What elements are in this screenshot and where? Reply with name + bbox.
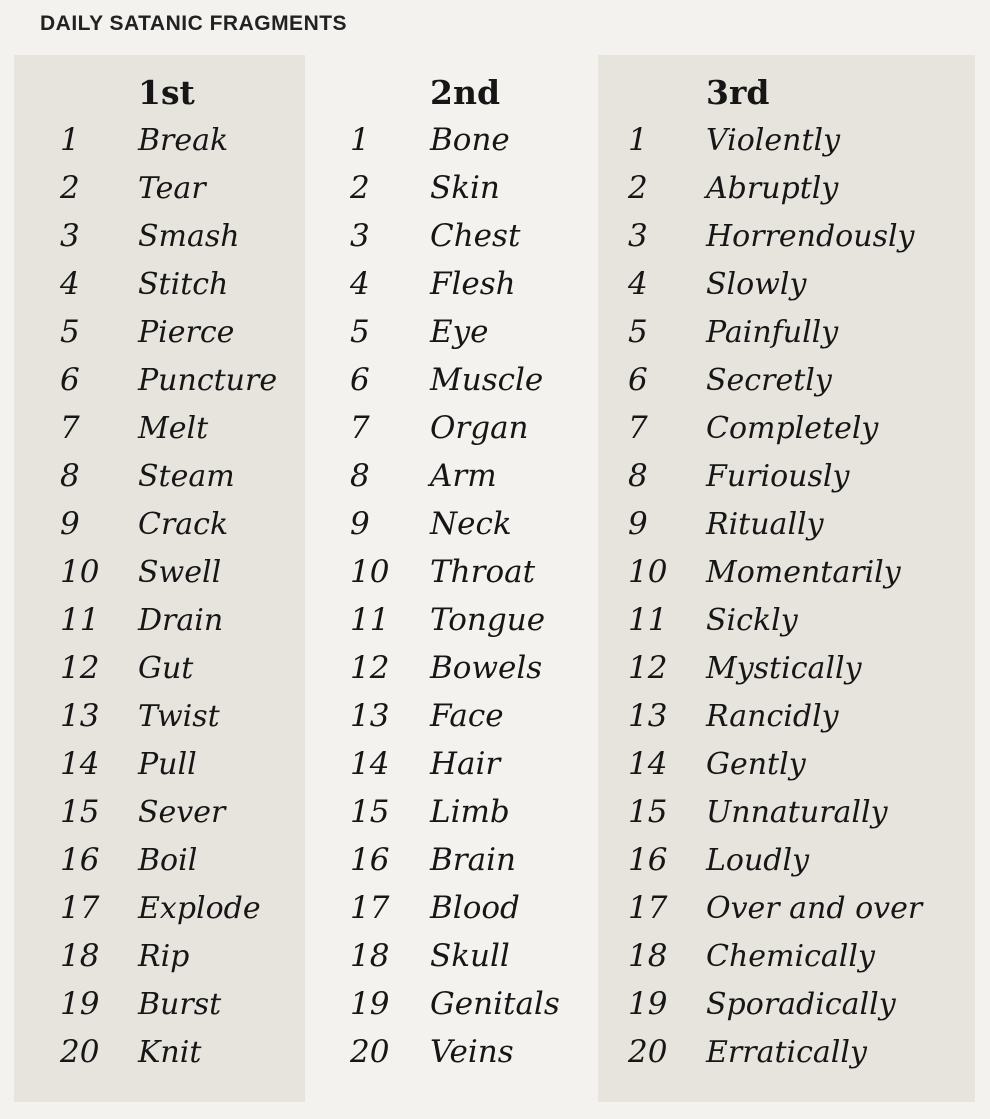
list-item <box>628 692 922 740</box>
list-item <box>628 980 922 1028</box>
list-item <box>350 452 560 500</box>
list-item <box>60 884 277 932</box>
item-number: 1 <box>350 122 370 158</box>
list-item <box>628 308 922 356</box>
item-number: 18 <box>628 938 668 974</box>
item-word: Genitals <box>430 986 560 1022</box>
item-word: Furiously <box>706 458 850 494</box>
list-item <box>628 116 922 164</box>
list-item <box>350 740 560 788</box>
item-number: 1 <box>628 122 648 158</box>
item-number: 12 <box>60 650 100 686</box>
item-number: 10 <box>60 554 100 590</box>
item-word: Completely <box>706 410 879 446</box>
item-number: 11 <box>60 602 100 638</box>
list-item <box>628 500 922 548</box>
list-item <box>60 164 277 212</box>
list-item <box>628 356 922 404</box>
list-item <box>628 404 922 452</box>
list-item <box>628 644 922 692</box>
item-number: 11 <box>350 602 390 638</box>
item-word: Crack <box>138 506 229 542</box>
column-1st <box>60 70 277 1076</box>
item-word: Painfully <box>706 314 839 350</box>
list-item <box>60 740 277 788</box>
list-item <box>350 1028 560 1076</box>
list-item <box>628 260 922 308</box>
item-number: 2 <box>60 170 80 206</box>
item-word: Smash <box>138 218 240 254</box>
item-word: Gut <box>138 650 194 686</box>
list-item <box>350 692 560 740</box>
item-number: 13 <box>60 698 100 734</box>
item-word: Bone <box>430 122 510 158</box>
item-number: 18 <box>60 938 100 974</box>
item-number: 16 <box>60 842 100 878</box>
item-number: 2 <box>628 170 648 206</box>
column-heading: 2nd <box>430 73 501 112</box>
list-item <box>60 692 277 740</box>
list-item <box>350 788 560 836</box>
list-item <box>350 356 560 404</box>
item-word: Stitch <box>138 266 229 302</box>
list-item <box>628 596 922 644</box>
item-number: 2 <box>350 170 370 206</box>
list-item <box>350 644 560 692</box>
column-rows <box>60 116 277 1076</box>
item-number: 6 <box>60 362 80 398</box>
item-word: Bowels <box>430 650 543 686</box>
item-number: 7 <box>60 410 80 446</box>
item-number: 15 <box>628 794 668 830</box>
column-rows <box>628 116 922 1076</box>
item-number: 17 <box>60 890 100 926</box>
item-word: Violently <box>706 122 841 158</box>
list-item <box>60 212 277 260</box>
item-word: Knit <box>138 1034 202 1070</box>
column-3rd <box>628 70 922 1076</box>
item-number: 15 <box>60 794 100 830</box>
item-word: Steam <box>138 458 235 494</box>
list-item <box>60 980 277 1028</box>
list-item <box>60 548 277 596</box>
item-number: 19 <box>60 986 100 1022</box>
list-item <box>350 500 560 548</box>
item-number: 9 <box>60 506 80 542</box>
item-word: Rancidly <box>706 698 839 734</box>
page-title: DAILY SATANIC FRAGMENTS <box>40 12 348 35</box>
item-word: Neck <box>430 506 512 542</box>
list-item <box>350 980 560 1028</box>
item-word: Eye <box>430 314 489 350</box>
list-item <box>60 644 277 692</box>
list-item <box>60 932 277 980</box>
item-number: 5 <box>60 314 80 350</box>
item-number: 9 <box>628 506 648 542</box>
item-word: Over and over <box>706 890 923 926</box>
item-number: 4 <box>350 266 370 302</box>
item-word: Chest <box>430 218 521 254</box>
item-number: 5 <box>628 314 648 350</box>
item-number: 6 <box>350 362 370 398</box>
item-number: 7 <box>628 410 648 446</box>
item-number: 10 <box>628 554 668 590</box>
item-word: Rip <box>138 938 190 974</box>
list-item <box>350 164 560 212</box>
item-word: Blood <box>430 890 520 926</box>
item-number: 3 <box>350 218 370 254</box>
item-number: 7 <box>350 410 370 446</box>
item-number: 14 <box>60 746 100 782</box>
item-word: Organ <box>430 410 529 446</box>
item-number: 14 <box>628 746 668 782</box>
list-item <box>350 260 560 308</box>
item-number: 12 <box>628 650 668 686</box>
list-item <box>628 212 922 260</box>
list-item <box>628 932 922 980</box>
list-item <box>60 308 277 356</box>
item-word: Pierce <box>138 314 235 350</box>
item-number: 14 <box>350 746 390 782</box>
list-item <box>60 452 277 500</box>
item-word: Boil <box>138 842 198 878</box>
item-number: 18 <box>350 938 390 974</box>
column-2nd <box>350 70 560 1076</box>
column-rows <box>350 116 560 1076</box>
item-number: 11 <box>628 602 668 638</box>
item-number: 9 <box>350 506 370 542</box>
column-heading: 3rd <box>706 73 770 112</box>
item-number: 3 <box>60 218 80 254</box>
list-item <box>628 548 922 596</box>
item-word: Veins <box>430 1034 514 1070</box>
list-item <box>628 740 922 788</box>
item-word: Abruptly <box>706 170 839 206</box>
item-word: Slowly <box>706 266 807 302</box>
item-word: Chemically <box>706 938 875 974</box>
item-number: 19 <box>350 986 390 1022</box>
list-item <box>628 884 922 932</box>
item-number: 20 <box>60 1034 100 1070</box>
item-word: Gently <box>706 746 806 782</box>
item-word: Sickly <box>706 602 798 638</box>
item-word: Horrendously <box>706 218 915 254</box>
item-number: 13 <box>350 698 390 734</box>
item-number: 3 <box>628 218 648 254</box>
item-word: Twist <box>138 698 220 734</box>
item-word: Burst <box>138 986 222 1022</box>
list-item <box>628 836 922 884</box>
list-item <box>350 932 560 980</box>
item-number: 20 <box>628 1034 668 1070</box>
item-number: 1 <box>60 122 80 158</box>
list-item <box>350 884 560 932</box>
list-item <box>628 1028 922 1076</box>
item-number: 15 <box>350 794 390 830</box>
item-word: Sporadically <box>706 986 896 1022</box>
item-word: Hair <box>430 746 501 782</box>
item-number: 8 <box>60 458 80 494</box>
item-word: Momentarily <box>706 554 901 590</box>
item-word: Puncture <box>138 362 278 398</box>
list-item <box>60 404 277 452</box>
item-word: Mystically <box>706 650 862 686</box>
item-number: 10 <box>350 554 390 590</box>
item-word: Face <box>430 698 504 734</box>
item-word: Explode <box>138 890 261 926</box>
item-word: Brain <box>430 842 516 878</box>
item-word: Flesh <box>430 266 516 302</box>
item-number: 13 <box>628 698 668 734</box>
item-word: Arm <box>430 458 497 494</box>
list-item <box>350 308 560 356</box>
item-word: Melt <box>138 410 209 446</box>
item-word: Drain <box>138 602 224 638</box>
list-item <box>350 596 560 644</box>
item-number: 16 <box>628 842 668 878</box>
item-word: Secretly <box>706 362 832 398</box>
list-item <box>350 548 560 596</box>
item-number: 8 <box>628 458 648 494</box>
item-word: Sever <box>138 794 226 830</box>
list-item <box>628 164 922 212</box>
item-word: Break <box>138 122 229 158</box>
list-item <box>350 116 560 164</box>
item-word: Ritually <box>706 506 824 542</box>
item-number: 17 <box>350 890 390 926</box>
item-number: 20 <box>350 1034 390 1070</box>
list-item <box>60 116 277 164</box>
list-item <box>628 788 922 836</box>
list-item <box>60 1028 277 1076</box>
item-word: Pull <box>138 746 197 782</box>
list-item <box>350 212 560 260</box>
item-number: 8 <box>350 458 370 494</box>
item-word: Throat <box>430 554 536 590</box>
item-word: Limb <box>430 794 510 830</box>
item-number: 5 <box>350 314 370 350</box>
item-word: Swell <box>138 554 222 590</box>
list-item <box>60 356 277 404</box>
list-item <box>60 836 277 884</box>
item-word: Tear <box>138 170 206 206</box>
list-item <box>350 836 560 884</box>
item-word: Tongue <box>430 602 546 638</box>
item-number: 12 <box>350 650 390 686</box>
item-number: 4 <box>628 266 648 302</box>
item-number: 6 <box>628 362 648 398</box>
list-item <box>628 452 922 500</box>
list-item <box>350 404 560 452</box>
item-number: 16 <box>350 842 390 878</box>
list-item <box>60 260 277 308</box>
column-heading: 1st <box>138 73 195 112</box>
list-item <box>60 500 277 548</box>
item-word: Skin <box>430 170 500 206</box>
list-item <box>60 788 277 836</box>
item-word: Skull <box>430 938 510 974</box>
list-item <box>60 596 277 644</box>
item-word: Muscle <box>430 362 544 398</box>
item-number: 4 <box>60 266 80 302</box>
item-number: 17 <box>628 890 668 926</box>
item-word: Erratically <box>706 1034 867 1070</box>
item-word: Loudly <box>706 842 810 878</box>
item-word: Unnaturally <box>706 794 888 830</box>
item-number: 19 <box>628 986 668 1022</box>
